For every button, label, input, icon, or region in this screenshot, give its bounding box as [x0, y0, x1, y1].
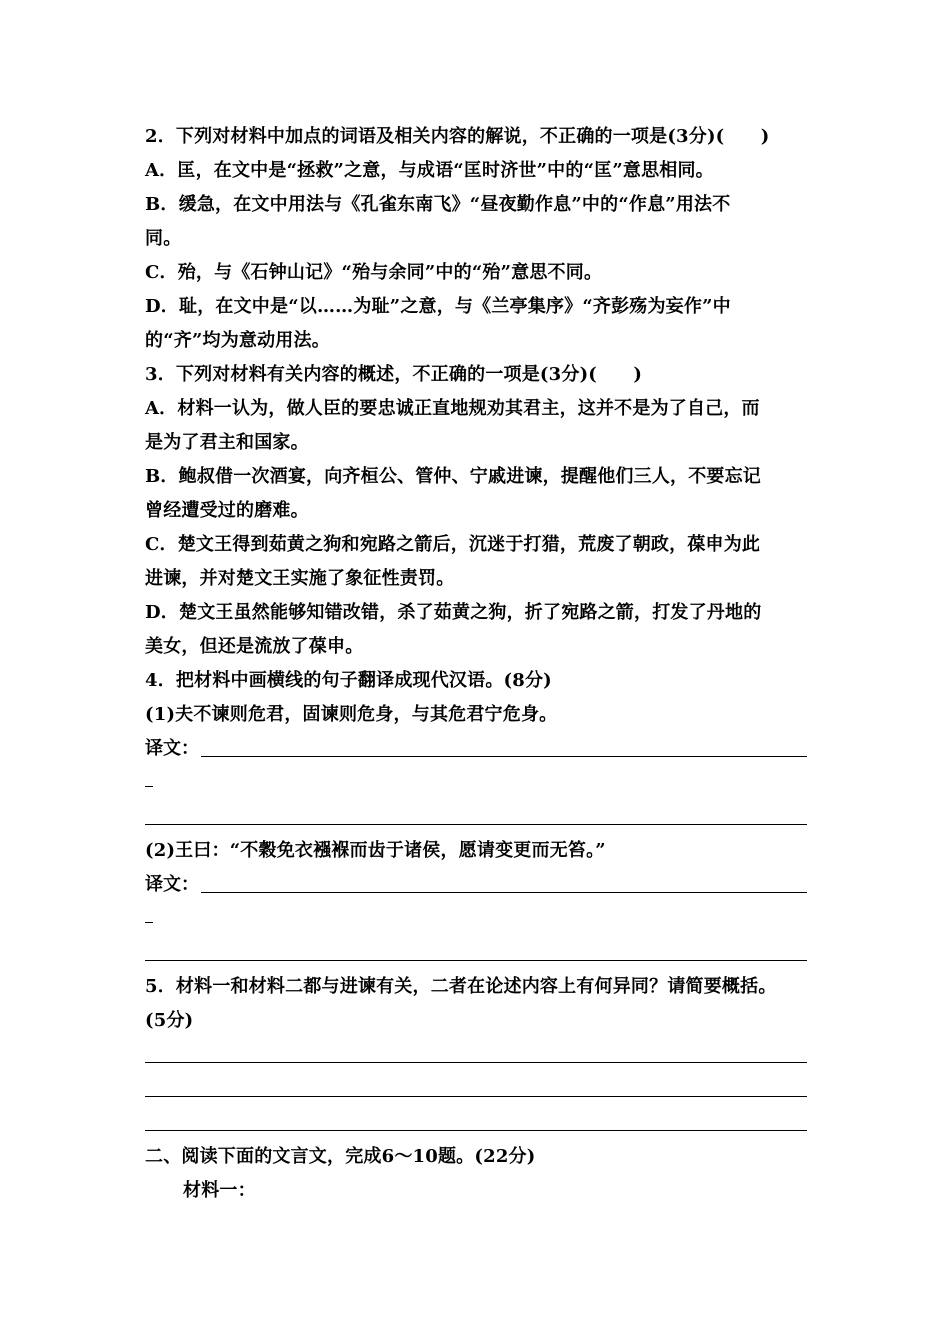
- question-3-option-d-cont: 美女，但还是流放了葆申。: [145, 636, 364, 657]
- question-2-option-b-cont: 同。: [145, 228, 182, 249]
- question-3-stem: 3．下列对材料有关内容的概述，不正确的一项是(3分)( ): [145, 364, 643, 385]
- material-1-label: 材料一：: [183, 1180, 256, 1201]
- question-3-option-a-cont: 是为了君主和国家。: [145, 432, 309, 453]
- question-3-option-b-cont: 曾经遭受过的磨难。: [145, 500, 309, 521]
- question-4-sentence-2: (2)王曰：“不穀免衣襁褓而齿于诸侯，愿请变更而无笞。”: [145, 840, 606, 861]
- question-2-option-b: B．缓急，在文中用法与《孔雀东南飞》“昼夜勤作息”中的“作息”用法不: [145, 194, 731, 215]
- answer-blank-line[interactable]: [145, 1106, 807, 1140]
- question-2-option-d-cont: 的“齐”均为意动用法。: [145, 330, 330, 351]
- question-5-points: (5分): [145, 1010, 194, 1031]
- question-2-option-d: D．耻，在文中是“以……为耻”之意，与《兰亭集序》“齐彭殇为妄作”中: [145, 296, 731, 317]
- question-3-option-c: C．楚文王得到茹黄之狗和宛路之箭后，沉迷于打猎，荒废了朝政，葆申为此: [145, 534, 761, 555]
- answer-blank-line[interactable]: [145, 936, 807, 970]
- question-2-option-a: A．匡，在文中是“拯救”之意，与成语“匡时济世”中的“匡”意思相同。: [145, 160, 714, 181]
- translation-2-answer-line[interactable]: [145, 868, 807, 902]
- question-4-stem: 4．把材料中画横线的句子翻译成现代汉语。(8分): [145, 670, 552, 691]
- answer-blank-line[interactable]: [145, 1038, 807, 1072]
- answer-blank-line[interactable]: [145, 800, 807, 834]
- translation-label: 译文：: [145, 738, 199, 759]
- question-2-option-c: C．殆，与《石钟山记》“殆与余同”中的“殆”意思不同。: [145, 262, 603, 283]
- question-4-sentence-1: (1)夫不谏则危君，固谏则危身，与其危君宁危身。: [145, 704, 558, 725]
- answer-blank[interactable]: [201, 892, 807, 893]
- question-2-stem: 2．下列对材料中加点的词语及相关内容的解说，不正确的一项是(3分)( ): [145, 126, 770, 147]
- question-5-stem: 5．材料一和材料二都与进谏有关，二者在论述内容上有何异同？请简要概括。: [145, 976, 777, 997]
- document-page: [145, 120, 807, 1208]
- section-2-heading: 二、阅读下面的文言文，完成6～10题。(22分): [145, 1146, 536, 1167]
- answer-dash: [145, 902, 807, 936]
- question-3-option-a: A．材料一认为，做人臣的要忠诚正直地规劝其君主，这并不是为了自己，而: [145, 398, 760, 419]
- question-3-option-b: B．鲍叔借一次酒宴，向齐桓公、管仲、宁戚进谏，提醒他们三人，不要忘记: [145, 466, 762, 487]
- translation-label: 译文：: [145, 874, 199, 895]
- answer-blank[interactable]: [201, 756, 807, 757]
- question-3-option-d: D．楚文王虽然能够知错改错，杀了茹黄之狗，折了宛路之箭，打发了丹地的: [145, 602, 762, 623]
- translation-1-answer-line[interactable]: [145, 732, 807, 766]
- question-3-option-c-cont: 进谏，并对楚文王实施了象征性责罚。: [145, 568, 455, 589]
- answer-dash: [145, 766, 807, 800]
- answer-blank-line[interactable]: [145, 1072, 807, 1106]
